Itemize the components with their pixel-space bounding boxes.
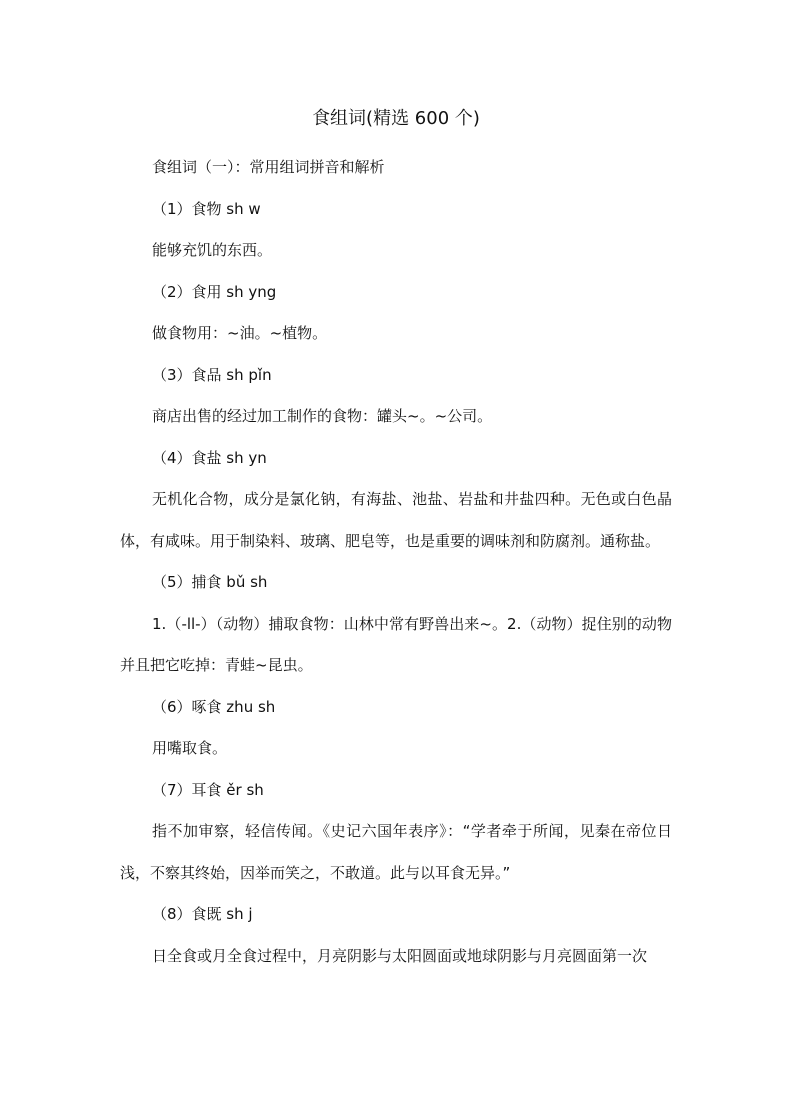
entry-7-term: （7）耳食 ěr sh	[152, 780, 264, 799]
entry-7-definition: 指不加审察，轻信传闻。《史记六国年表序》：“学者牵于所闻，见秦在帝位日浅，不察其终始，因举而笑之，不敢道。此与以耳食无异。”	[120, 822, 672, 882]
entry-4-term: （4）食盐 sh yn	[152, 448, 267, 467]
paragraph-heading: 食组词（一）：常用组词拼音和解析	[152, 158, 385, 176]
entry-8-term: （8）食既 sh j	[152, 905, 253, 923]
entry-5-term: （5）捕食 bǔ sh	[152, 573, 268, 591]
entry-1-term: （1）食物 sh w	[152, 199, 261, 218]
entry-4-definition: 无机化合物，成分是氯化钠，有海盐、池盐、岩盐和井盐四种。无色或白色晶体，有咸味。用于制染料、玻璃、肥皂等，也是重要的调味剂和防腐剂。通称盐。	[120, 490, 672, 550]
document-body	[120, 147, 672, 977]
entry-6-definition: 用嘴取食。	[152, 739, 228, 757]
document-title: 食组词(精选 600 个)	[312, 108, 480, 129]
entry-3-term: （3）食品 sh pǐn	[152, 365, 272, 384]
entry-6-term: （6）啄食 zhu sh	[152, 697, 276, 716]
entry-1-definition: 能够充饥的东西。	[152, 241, 273, 259]
entry-5-definition: 1.（-ll-）（动物）捕取食物：山林中常有野兽出来~。2.（动物）捉住别的动物并且把它吃掉：青蛙~昆虫。	[120, 614, 672, 674]
entry-2-term: （2）食用 sh yng	[152, 282, 277, 301]
entry-8-definition: 日全食或月全食过程中，月亮阴影与太阳圆面或地球阴影与月亮圆面第一次	[152, 946, 648, 965]
entry-2-definition: 做食物用：~油。~植物。	[152, 324, 328, 342]
entry-3-definition: 商店出售的经过加工制作的食物：罐头~。~公司。	[152, 407, 493, 425]
